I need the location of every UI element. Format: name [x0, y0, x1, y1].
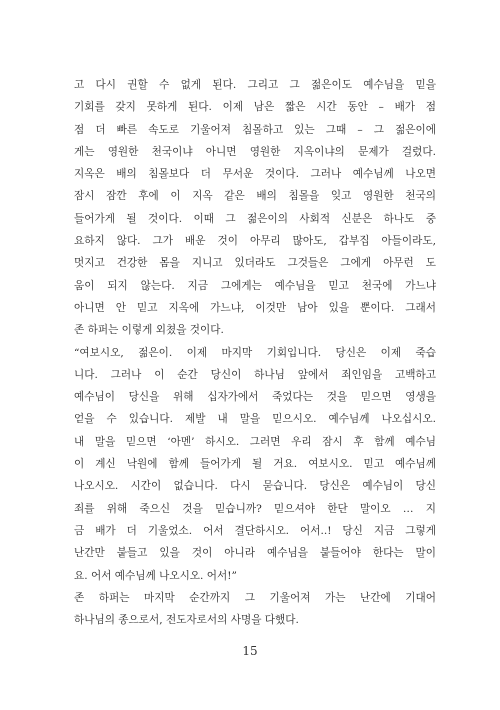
- text-line: 금 배가 더 기울었소. 어서 결단하시오. 어서..! 당신 지금 그렇게: [74, 524, 436, 537]
- text-line: 니다. 그러나 이 순간 당신이 하나님 앞에서 죄인임을 고백하고: [74, 368, 436, 381]
- body-text: [74, 74, 436, 631]
- page-number: 15: [242, 644, 258, 658]
- text-line: 멋지고 건강한 몸을 지니고 있더라도 그것들은 그에게 아무런 도: [74, 257, 436, 270]
- text-line: 들어가게 될 것이다. 이때 그 젊은이의 사회적 신분은 하나도 중: [74, 212, 436, 225]
- text-line: 지옥은 배의 침몰보다 더 무서운 것이다. 그러나 예수님께 나오면: [74, 168, 436, 181]
- text-line: “여보시오, 젊은이. 이제 마지막 기회입니다. 당신은 이제 죽습: [74, 346, 436, 359]
- text-line: 하나님의 종으로서, 전도자로서의 사명을 다했다.: [74, 614, 299, 627]
- text-line: 점 더 빠른 속도로 기울어져 침몰하고 있는 그때 – 그 젊은이에: [74, 123, 436, 136]
- text-line: 기회를 갖지 못하게 된다. 이제 남은 짧은 시간 동안 – 배가 점: [74, 101, 436, 114]
- text-line: 요하지 않다. 그가 배운 것이 아무리 많아도, 갑부집 아들이라도,: [74, 235, 436, 248]
- text-line: 게는 영원한 천국이냐 아니면 영원한 지옥이냐의 문제가 걸렸다.: [74, 145, 436, 158]
- text-line: 내 말을 믿으면 ‘아멘’ 하시오. 그러면 우리 잠시 후 함께 예수님: [74, 435, 436, 448]
- text-line: 난간만 붙들고 있을 것이 아니라 예수님을 붙들어야 한다는 말이: [74, 547, 436, 560]
- text-line: 예수님이 당신을 위해 십자가에서 죽었다는 것을 믿으면 영생을: [74, 391, 436, 404]
- text-line: 존 하퍼는 이렇게 외쳤을 것이다.: [74, 324, 224, 337]
- text-line: 나오시오. 시간이 없습니다. 다시 묻습니다. 당신은 예수님이 당신: [74, 480, 436, 493]
- text-line: 얻을 수 있습니다. 제발 내 말을 믿으시오. 예수님께 나오십시오.: [74, 413, 436, 426]
- text-line: 움이 되지 않는다. 지금 그에게는 예수님을 믿고 천국에 가느냐: [74, 279, 436, 292]
- text-line: 존 하퍼는 마지막 순간까지 그 기울어져 가는 난간에 기대어: [74, 591, 436, 604]
- text-line: 이 계신 낙원에 함께 들어가게 될 거요. 여보시오. 믿고 예수님께: [74, 458, 436, 471]
- text-line: 아니면 안 믿고 지옥에 가느냐, 이것만 남아 있을 뿐이다. 그래서: [74, 301, 436, 314]
- text-line: 고 다시 권할 수 없게 된다. 그리고 그 젊은이도 예수님을 믿을: [74, 79, 436, 91]
- text-line: 요. 어서 예수님께 나오시오. 어서!”: [74, 569, 237, 582]
- text-line: 죄를 위해 죽으신 것을 믿습니까? 믿으셔야 한단 말이오 … 지: [74, 502, 436, 515]
- text-line: 잠시 잠깐 후에 이 지옥 같은 배의 침몰을 잊고 영원한 천국의: [74, 190, 436, 203]
